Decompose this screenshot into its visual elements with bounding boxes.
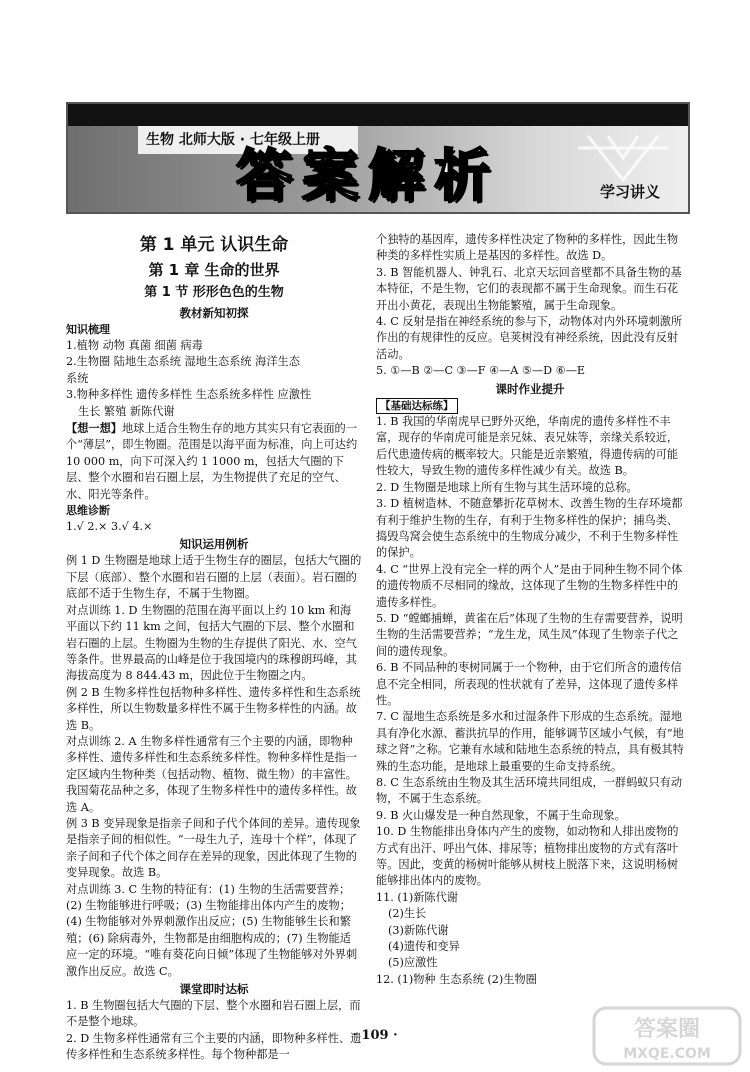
think-text: 地球上适合生物生存的地方其实只有它表面的一个“薄层”，即生物圈。范围是以海平面为标准，向上可达约 10 000 m，向下可深入约 1 1000 m，包括大气圈的下层、整个水圈和岩石圈上层，为生物提供了充足的空气、水、阳光等条件。 (66, 422, 358, 501)
homework-12: 12. (1)物种 生态系统 (2)生物圈 (376, 972, 537, 986)
example-2: 例 2 B 生物多样性包括物种多样性、遗传多样性和生态系统多样性，所以生物数量多样性不属于生物多样性的内涵。故选 B。 (66, 685, 361, 732)
chapter-heading: 第 1 章 生命的世界 (148, 261, 280, 279)
subtitle: 学习讲义 (599, 183, 660, 201)
homework-5: 5. D “螳螂捕蝉，黄雀在后”体现了生物的生存需要营养，说明生物的生活需要营养；“龙生龙，凤生凤”体现了生物亲子代之间的遗传现象。 (376, 611, 683, 658)
training-3: 对点训练 3. C 生物的特征有：(1) 生物的生活需要营养；(2) 生物能够进行呼吸；(3) 生物能排出体内产生的废物；(4) 生物能够对外界刺激作出反应；(5) 生物能够生长和繁殖；(6) 除病毒外，生物都是由细胞构成的；(7) 生物能适应一定的环境。“唯有葵花向日倾”体现了生物能够对外界刺激作出反应。故选 C。 (66, 882, 358, 978)
svg-text:答案圈: 答案圈 (633, 1017, 701, 1042)
knowledge-line-2: 2.生物圈 陆地生态系统 湿地生态系统 海洋生态 (66, 355, 300, 369)
homework-4: 4. C “世界上没有完全一样的两个人”是由于同种生物不同个体的遗传物质不尽相同的缘故，这体现了生物的生物多样性中的遗传多样性。 (376, 562, 683, 609)
think-paragraph (66, 420, 362, 503)
bar-heading-new-knowledge: 教材新知初探 (179, 306, 249, 320)
unit-heading: 第 1 单元 认识生命 (139, 235, 289, 255)
homework-11: 11. (1)新陈代谢 (376, 890, 458, 904)
classroom-2-cont: 个独特的基因库，遗传多样性决定了物种的多样性，因此生物种类的多样性实质上是基因的多样性。故选 D。 (376, 233, 679, 263)
basic-practice-label: 【基础达标练】 (376, 398, 458, 414)
classroom-2: 2. D 生物多样性通常有三个主要的内涵，即物种多样性、遗传多样性和生态系统多样性。每个物种都是一 (66, 1031, 362, 1062)
classroom-3: 3. B 智能机器人、钟乳石、北京天坛回音壁都不具备生物的基本特征，不是生物，它们的表现都不属于生命现象。而生石花开出小黄花，表现出生物能繁殖，属于生命现象。 (376, 265, 682, 312)
page-number: · 109 · (352, 1028, 398, 1043)
homework-1: 1. B 我国的华南虎早已野外灭绝，华南虎的遗传多样性不丰富，现存的华南虎可能是亲兄妹、表兄妹等，亲缘关系较近，后代患遗传病的概率较大。只能是近亲繁殖，得遗传病的可能性较大，导致生物的遗传多样性减少有关。故选 B。 (376, 415, 679, 478)
homework-3: 3. D 植树造林、不随意攀折花草树木、改善生物的生存环境都有利于维护生物的生存，有利于生物多样性的保护；捕鸟类、捣毁鸟窝会使生态系统中的生物成分减少，不利于生物多样性的保护。 (376, 497, 683, 560)
homework-11-4: (4)遗传和变异 (388, 940, 460, 954)
knowledge-line-2b: 系统 (66, 371, 89, 385)
left-column (66, 232, 362, 1064)
think-label: 【想一想】 (66, 421, 122, 436)
homework-8: 8. C 生态系统由生物及其生活环境共同组成，一群蚂蚁只有动物，不属于生态系统。 (376, 776, 683, 806)
right-column (376, 232, 684, 988)
homework-11-5: (5)应激性 (388, 956, 438, 970)
bar-heading-application: 知识运用例析 (179, 537, 249, 552)
knowledge-line-3: 3.物种多样性 遗传多样性 生态系统多样性 应激性 (66, 388, 312, 402)
thinking-diagnosis-heading: 思维诊断 (66, 504, 110, 518)
training-1: 对点训练 1. D 生物圈的范围在海平面以上约 10 km 和海平面以下约 11 km 之间，包括大气圈的下层、整个水圈和岩石圈的上层。生物圈为生物的生存提供了阳光、水、空气等条件。世界最高的山峰是位于我国境内的珠穆朗玛峰，其海拔高度为 8 844.43 m，因此位于生物圈之内。 (66, 603, 357, 683)
header-banner (66, 102, 690, 214)
homework-2: 2. D 生物圈是地球上所有生物与其生活环境的总称。 (376, 480, 638, 494)
banner-top-strip (68, 104, 688, 126)
knowledge-review-heading: 知识梳理 (66, 323, 110, 336)
star-emblem-icon (568, 128, 678, 188)
diagnosis-answers: 1.√ 2.× 3.√ 4.× (66, 520, 153, 534)
knowledge-line-1: 1.植物 动物 真菌 细菌 病毒 (66, 339, 203, 352)
grade-label: 生物 北师大版 · 七年级上册 (138, 126, 358, 154)
homework-11-2: (2)生长 (388, 907, 427, 921)
homework-11-3: (3)新陈代谢 (388, 923, 449, 937)
bar-heading-homework: 课时作业提升 (495, 381, 565, 396)
homework-10: 10. D 生物能排出身体内产生的废物，如动物和人排出废物的方式有出汗、呼出气体、排尿等；植物排出废物的方式有落叶等。因此，变黄的杨树叶能够从树枝上脱落下来，这说明杨树能够排出体内的废物。 (376, 825, 679, 888)
training-2: 对点训练 2. A 生物多样性通常有三个主要的内涵，即物种多样性、遗传多样性和生态系统多样性。物种多样性是指一定区域内生物种类（包括动物、植物、微生物）的丰富性。我国菊花品种之多，体现了生物多样性中的遗传多样性。故选 A。 (66, 734, 357, 814)
knowledge-line-3b: 生长 繁殖 新陈代谢 (78, 404, 175, 418)
bar-heading-classroom: 课堂即时达标 (179, 982, 249, 997)
homework-7: 7. C 湿地生态系统是多水和过湿条件下形成的生态系统。湿地具有净化水源、蓄洪抗旱的作用，能够调节区域小气候，有“地球之肾”之称。它兼有水域和陆地生态系统的特点，具有极其特殊的生态功能，是地球上最重要的生命支持系统。 (376, 710, 684, 773)
classroom-4: 4. C 反射是指在神经系统的参与下，动物体对内外环境刺激所作出的有规律性的反应。皂荚树没有神经系统，因此没有反射活动。 (376, 315, 683, 361)
section-heading: 第 1 节 形形色色的生物 (144, 285, 284, 300)
example-3: 例 3 B 变异现象是指亲子间和子代个体间的差异。遗传现象是指亲子间的相似性。“一母生九子，连母十个样”，体现了亲子间和子代个体之间存在差异的现象，因此体现了生物的变异现象。故选 B。 (66, 816, 361, 880)
example-1: 例 1 D 生物圈是地球上适于生物生存的圈层，包括大气圈的下层（底部）、整个水圈和岩石圈的上层（表面）。岩石圈的底部不适于生物生存，不属于生物圈。 (66, 554, 362, 601)
classroom-1: 1. B 生物圈包括大气圈的下层、整个水圈和岩石圈上层，而不是整个地球。 (66, 999, 361, 1029)
homework-6: 6. B 不同品种的枣树同属于一个物种，由于它们所含的遗传信息不完全相同，所表现的性状就有了差异，这体现了遗传多样性。 (376, 661, 682, 707)
watermark-logo (592, 1006, 742, 1066)
classroom-5: 5. ①—B ②—C ③—F ④—A ⑤—D ⑥—E (376, 364, 586, 378)
page-title: 答案解析 (236, 144, 500, 209)
svg-text:MXQE.COM: MXQE.COM (623, 1046, 711, 1062)
homework-9: 9. B 火山爆发是一种自然现象，不属于生命现象。 (376, 808, 626, 822)
